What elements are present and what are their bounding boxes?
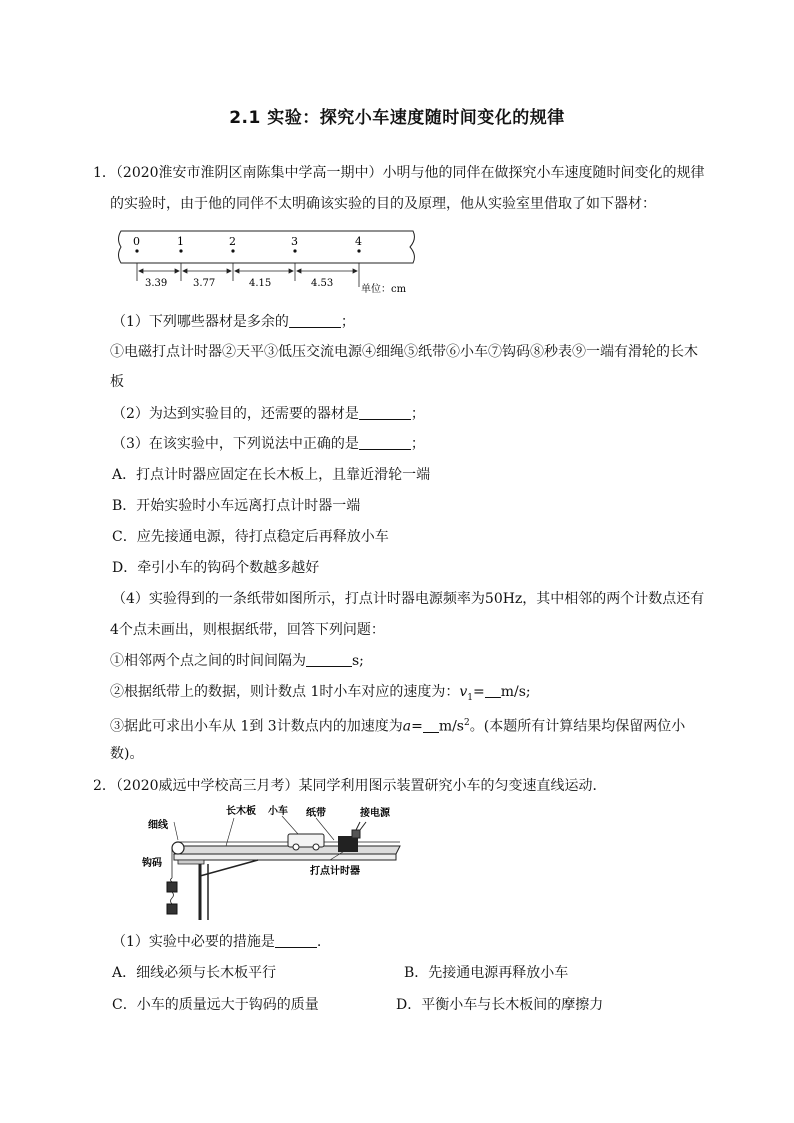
label-board: 长木板: [226, 806, 256, 817]
q2-option-a[interactable]: A．细线必须与长木板平行: [112, 965, 277, 981]
question-1-part-1: [112, 312, 355, 332]
subquestion-1-text: ①相邻两个点之间的时间间隔为: [110, 653, 306, 669]
label-cart: 小车: [268, 806, 288, 817]
tape-distance-3-4: 4.53: [311, 278, 334, 289]
subquestion-1-end: s;: [352, 653, 364, 669]
tape-distance-2-3: 4.15: [249, 278, 272, 289]
tape-unit: 单位：cm: [361, 284, 407, 295]
question-1-part-4-line1: （4）实验得到的一条纸带如图所示，打点计时器电源频率为50Hz，其中相邻的两个计数点还有: [112, 591, 705, 607]
question-2-source: （2020威远中学校高三月考）: [115, 778, 299, 794]
label-rope: 细线: [148, 820, 168, 831]
subquestion-1-blank[interactable]: [306, 652, 352, 667]
label-weights: 钩码: [142, 858, 162, 869]
svg-text:1: 1: [177, 235, 184, 248]
acceleration-symbol: a: [402, 718, 412, 735]
question-2-number: 2．: [93, 778, 116, 794]
part-1-blank[interactable]: [289, 313, 341, 328]
tape-point-3: [291, 235, 298, 253]
svg-text:2: 2: [229, 235, 236, 248]
question-1-stem-line1: [93, 163, 705, 183]
question-1-stem1: 小明与他的同伴在做探究小车速度随时间变化的规律: [382, 165, 705, 181]
tape-point-1: [177, 235, 184, 253]
tape-point-4: [355, 235, 362, 253]
question-2-stem: [93, 776, 607, 796]
acceleration-unit-power: 2: [464, 718, 470, 728]
acceleration-equals: =: [411, 718, 423, 735]
question-1-source: （2020淮安市淮阴区南陈集中学高一期中）: [115, 165, 383, 181]
question-1-part-2: [112, 404, 425, 424]
acceleration-unit: m/s: [438, 718, 464, 735]
part-1-text: （1）下列哪些器材是多余的: [112, 314, 289, 330]
subquestion-1: [110, 651, 364, 671]
option-a[interactable]: A．打点计时器应固定在长木板上，且靠近滑轮一端: [112, 467, 431, 483]
equipment-list-line1: ①电磁打点计时器②天平③低压交流电源④细绳⑤纸带⑥小车⑦钩码⑧秒表⑨一端有滑轮的长木: [110, 344, 698, 360]
option-d[interactable]: D．牵引小车的钩码个数越多越好: [112, 560, 320, 576]
q2-part-1-blank[interactable]: [275, 933, 317, 948]
tape-point-2: [229, 235, 236, 253]
question-1-part-4-line2: 4个点未画出，则根据纸带，回答下列问题：: [110, 622, 385, 638]
part-1-end: ；: [340, 314, 355, 330]
tape-distance-0-1: 3.39: [145, 278, 168, 289]
part-3-blank[interactable]: [359, 435, 411, 450]
subquestion-3-text: ③据此可求出小车从 1到 3计数点内的加速度为: [110, 718, 403, 735]
question-1-part-3: [112, 434, 425, 454]
question-1-stem-line2: 的实验时，由于他的同伴不太明确该实验的目的及原理，他从实验室里借取了如下器材：: [110, 196, 656, 212]
equipment-list-line2: 板: [110, 374, 124, 390]
part-2-text: （2）为达到实验目的，还需要的器材是: [112, 406, 359, 422]
subquestion-3-note-end: 数)。: [110, 746, 144, 762]
label-timer: 打点计时器: [310, 866, 360, 877]
q2-option-b[interactable]: B．先接通电源再释放小车: [404, 965, 569, 981]
label-tape: 纸带: [306, 808, 326, 819]
q2-part-1-end: .: [316, 934, 322, 950]
velocity-subscript: 1: [467, 692, 474, 703]
option-c[interactable]: C．应先接通电源，待打点稳定后再释放小车: [112, 529, 389, 545]
velocity-symbol: v: [459, 684, 468, 700]
svg-text:0: 0: [133, 235, 140, 248]
label-power: 接电源: [360, 808, 390, 819]
part-3-text: （3）在该实验中，下列说法中正确的是: [112, 436, 359, 452]
part-2-end: ；: [410, 406, 425, 422]
q2-option-c[interactable]: C．小车的质量远大于钩码的质量: [112, 997, 319, 1013]
subquestion-3-note: 。(本题所有计算结果均保留两位小: [469, 718, 686, 735]
tape-point-0: [133, 235, 140, 253]
part-2-blank[interactable]: [359, 405, 411, 420]
svg-text:3: 3: [291, 235, 298, 248]
q2-option-d[interactable]: D．平衡小车与长木板间的摩擦力: [396, 997, 604, 1013]
velocity-unit: m/s;: [500, 684, 531, 700]
question-1-number: 1．: [93, 165, 116, 181]
q2-part-1-text: （1）实验中必要的措施是: [112, 934, 275, 950]
question-2-stem-text: 某同学利用图示装置研究小车的匀变速直线运动．: [298, 778, 607, 794]
subquestion-2-text: ②根据纸带上的数据，则计数点 1时小车对应的速度为：: [110, 684, 460, 700]
tape-distance-1-2: 3.77: [193, 278, 216, 289]
question-2-part-1: [112, 932, 321, 952]
page-title: 2.1 实验：探究小车速度随时间变化的规律: [229, 108, 565, 128]
velocity-equals: =: [473, 684, 485, 700]
subquestion-2: [110, 682, 531, 708]
subquestion-3-blank[interactable]: [423, 718, 439, 733]
option-b[interactable]: B．开始实验时小车远离打点计时器一端: [112, 498, 361, 514]
paper-tape-figure: [113, 225, 423, 297]
subquestion-3: [110, 713, 685, 737]
svg-text:4: 4: [355, 235, 362, 248]
subquestion-2-blank[interactable]: [485, 683, 501, 698]
apparatus-figure: [138, 804, 408, 920]
part-3-end: ；: [410, 436, 425, 452]
